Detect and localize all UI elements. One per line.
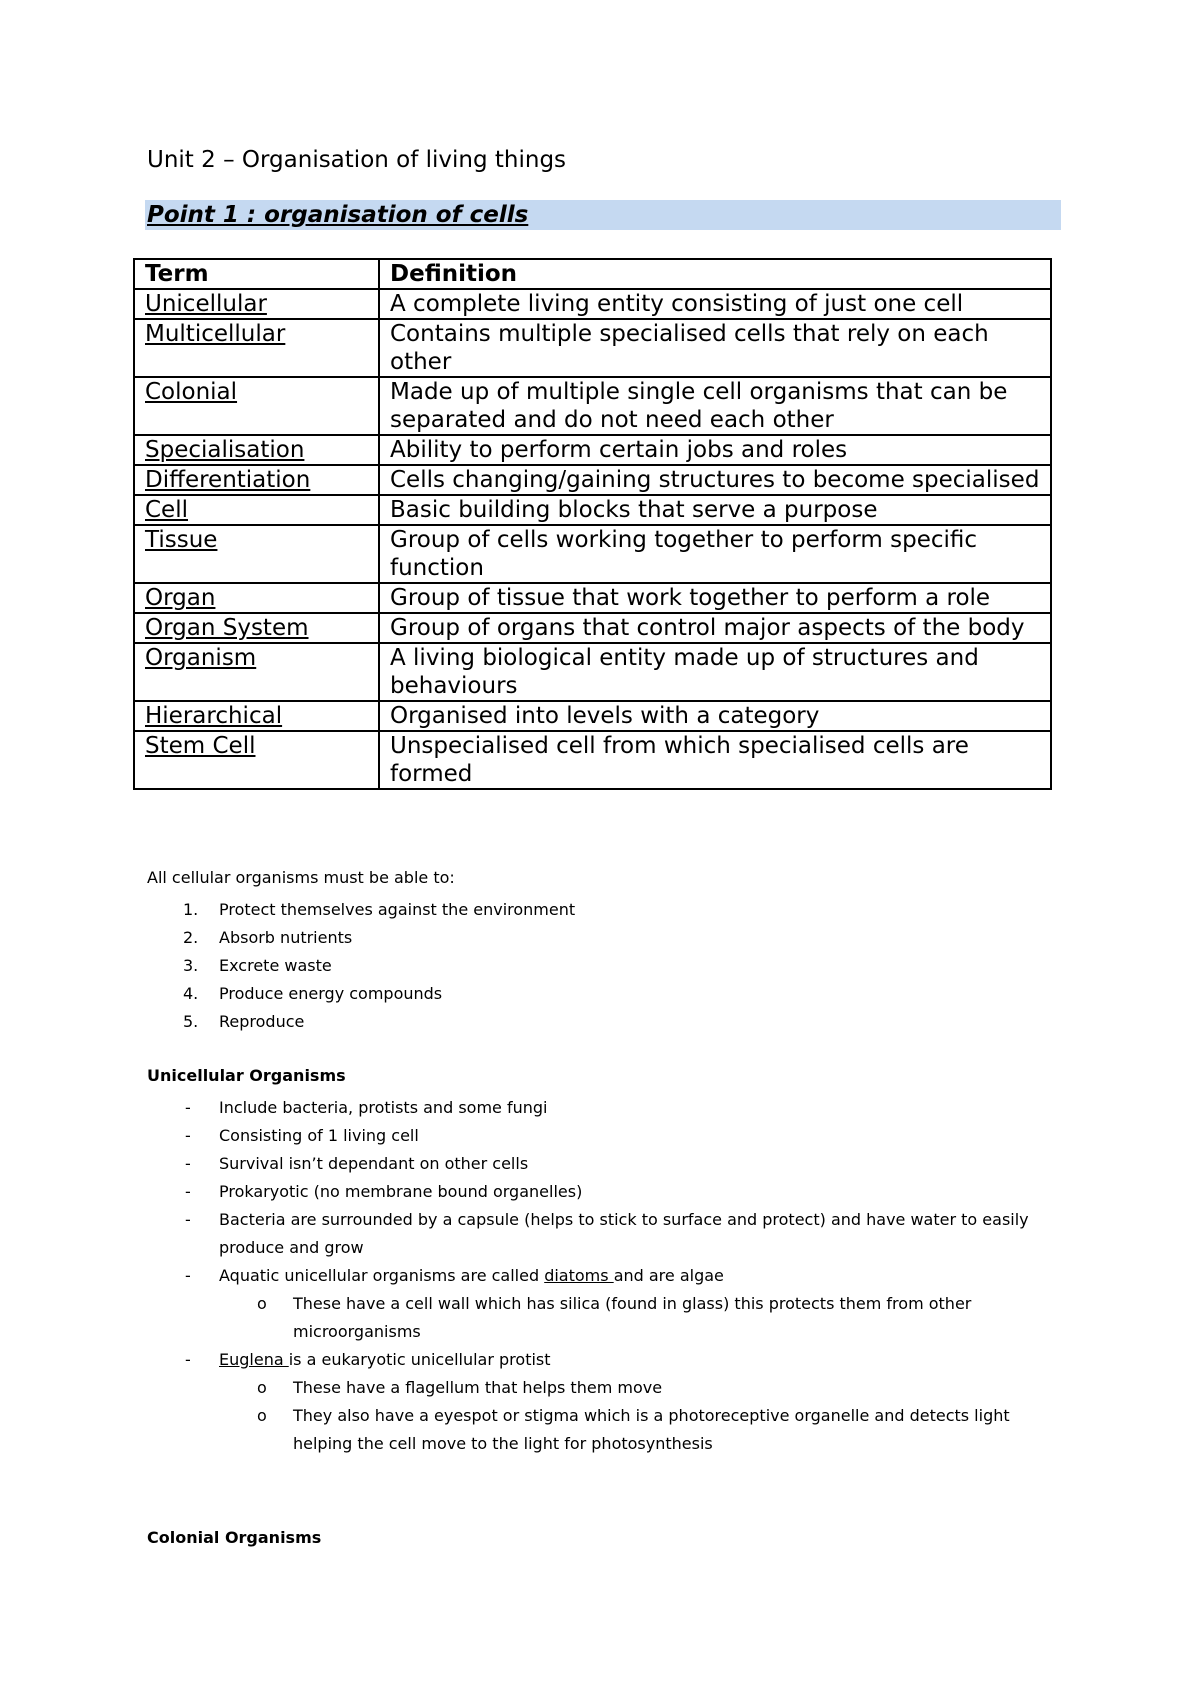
- definition-cell: Cells changing/gaining structures to become specialised: [379, 465, 1051, 495]
- table-row: [134, 377, 1051, 435]
- definition-cell: Unspecialised cell from which specialised cells are formed: [379, 731, 1051, 789]
- definition-cell: Ability to perform certain jobs and roles: [379, 435, 1051, 465]
- list-item: [147, 924, 575, 952]
- term-cell: Cell: [134, 495, 379, 525]
- list-item: [147, 896, 575, 924]
- definition-cell: A complete living entity consisting of just one cell: [379, 289, 1051, 319]
- table-row: [134, 495, 1051, 525]
- unicellular-heading: Unicellular Organisms: [147, 1066, 346, 1085]
- list-number: 1.: [183, 900, 199, 919]
- bullet-text-post: and are algae: [613, 1266, 724, 1285]
- bullet-term-euglena: Euglena: [219, 1350, 289, 1369]
- bullet-text: Consisting of 1 living cell: [219, 1126, 419, 1145]
- definition-cell: Group of tissue that work together to perform a role: [379, 583, 1051, 613]
- list-item: [147, 980, 575, 1008]
- bullet-marker: -: [185, 1182, 191, 1201]
- unicellular-bullets: [147, 1094, 1067, 1458]
- header-definition: Definition: [379, 259, 1051, 289]
- bullet-text: Bacteria are surrounded by a capsule (helps to stick to surface and protect) and have water to easily produce and grow: [219, 1210, 1029, 1257]
- table-row: [134, 643, 1051, 701]
- table-row: [134, 435, 1051, 465]
- term-cell: Multicellular: [134, 319, 379, 377]
- point-heading: Point 1 : organisation of cells: [145, 200, 1061, 230]
- terms-table: [133, 258, 1052, 790]
- term-cell: Unicellular: [134, 289, 379, 319]
- table-row: [134, 613, 1051, 643]
- bullet-text-post: is a eukaryotic unicellular protist: [288, 1350, 551, 1369]
- sub-bullet-marker: o: [257, 1294, 267, 1313]
- sub-bullet-item: [147, 1402, 1067, 1458]
- term-cell: Tissue: [134, 525, 379, 583]
- definition-cell: Group of cells working together to perform specific function: [379, 525, 1051, 583]
- bullet-marker: -: [185, 1350, 191, 1369]
- term-cell: Colonial: [134, 377, 379, 435]
- table-row: [134, 465, 1051, 495]
- colonial-heading: Colonial Organisms: [147, 1528, 322, 1547]
- table-header-row: [134, 259, 1051, 289]
- definition-cell: Group of organs that control major aspects of the body: [379, 613, 1051, 643]
- sub-bullet-item: [147, 1290, 1067, 1346]
- bullet-text-pre: Aquatic unicellular organisms are called: [219, 1266, 545, 1285]
- bullet-item: [147, 1262, 1067, 1290]
- page-title: Unit 2 – Organisation of living things: [147, 147, 567, 173]
- list-item-text: Excrete waste: [219, 956, 332, 975]
- list-item-text: Produce energy compounds: [219, 984, 443, 1003]
- abilities-intro: All cellular organisms must be able to:: [147, 868, 455, 887]
- list-number: 3.: [183, 956, 199, 975]
- definition-cell: A living biological entity made up of structures and behaviours: [379, 643, 1051, 701]
- term-cell: Hierarchical: [134, 701, 379, 731]
- table-row: [134, 701, 1051, 731]
- term-cell: Differentiation: [134, 465, 379, 495]
- list-item: [147, 952, 575, 980]
- list-number: 2.: [183, 928, 199, 947]
- table-row: [134, 319, 1051, 377]
- bullet-text: They also have a eyespot or stigma which is a photoreceptive organelle and detects light helping the cell move to the light for photosynthesis: [293, 1406, 1010, 1453]
- bullet-marker: -: [185, 1154, 191, 1173]
- definition-cell: Made up of multiple single cell organisms that can be separated and do not need each other: [379, 377, 1051, 435]
- list-item-text: Protect themselves against the environment: [219, 900, 576, 919]
- bullet-item: [147, 1122, 1067, 1150]
- bullet-term-diatoms: diatoms: [544, 1266, 614, 1285]
- term-cell: Stem Cell: [134, 731, 379, 789]
- bullet-marker: -: [185, 1126, 191, 1145]
- term-cell: Organ: [134, 583, 379, 613]
- header-term: Term: [134, 259, 379, 289]
- definition-cell: Contains multiple specialised cells that rely on each other: [379, 319, 1051, 377]
- list-item: [147, 1008, 575, 1036]
- definition-cell: Basic building blocks that serve a purpose: [379, 495, 1051, 525]
- sub-bullet-item: [147, 1374, 1067, 1402]
- table-row: [134, 289, 1051, 319]
- sub-bullet-marker: o: [257, 1406, 267, 1425]
- term-cell: Organism: [134, 643, 379, 701]
- list-item-text: Absorb nutrients: [219, 928, 353, 947]
- list-number: 4.: [183, 984, 199, 1003]
- bullet-text: These have a cell wall which has silica (found in glass) this protects them from other microorganisms: [293, 1294, 972, 1341]
- term-cell: Organ System: [134, 613, 379, 643]
- sub-bullet-marker: o: [257, 1378, 267, 1397]
- list-number: 5.: [183, 1012, 199, 1031]
- bullet-item: [147, 1178, 1067, 1206]
- table-row: [134, 731, 1051, 789]
- bullet-marker: -: [185, 1210, 191, 1229]
- term-cell: Specialisation: [134, 435, 379, 465]
- table-row: [134, 583, 1051, 613]
- list-item-text: Reproduce: [219, 1012, 305, 1031]
- bullet-text: Survival isn’t dependant on other cells: [219, 1154, 529, 1173]
- bullet-text: Include bacteria, protists and some fungi: [219, 1098, 548, 1117]
- bullet-text: Prokaryotic (no membrane bound organelles): [219, 1182, 583, 1201]
- bullet-text: These have a flagellum that helps them move: [293, 1378, 663, 1397]
- bullet-item: [147, 1346, 1067, 1374]
- bullet-item: [147, 1150, 1067, 1178]
- bullet-marker: -: [185, 1098, 191, 1117]
- bullet-item: [147, 1094, 1067, 1122]
- abilities-list: [147, 896, 575, 1036]
- table-row: [134, 525, 1051, 583]
- bullet-item: [147, 1206, 1067, 1262]
- bullet-marker: -: [185, 1266, 191, 1285]
- definition-cell: Organised into levels with a category: [379, 701, 1051, 731]
